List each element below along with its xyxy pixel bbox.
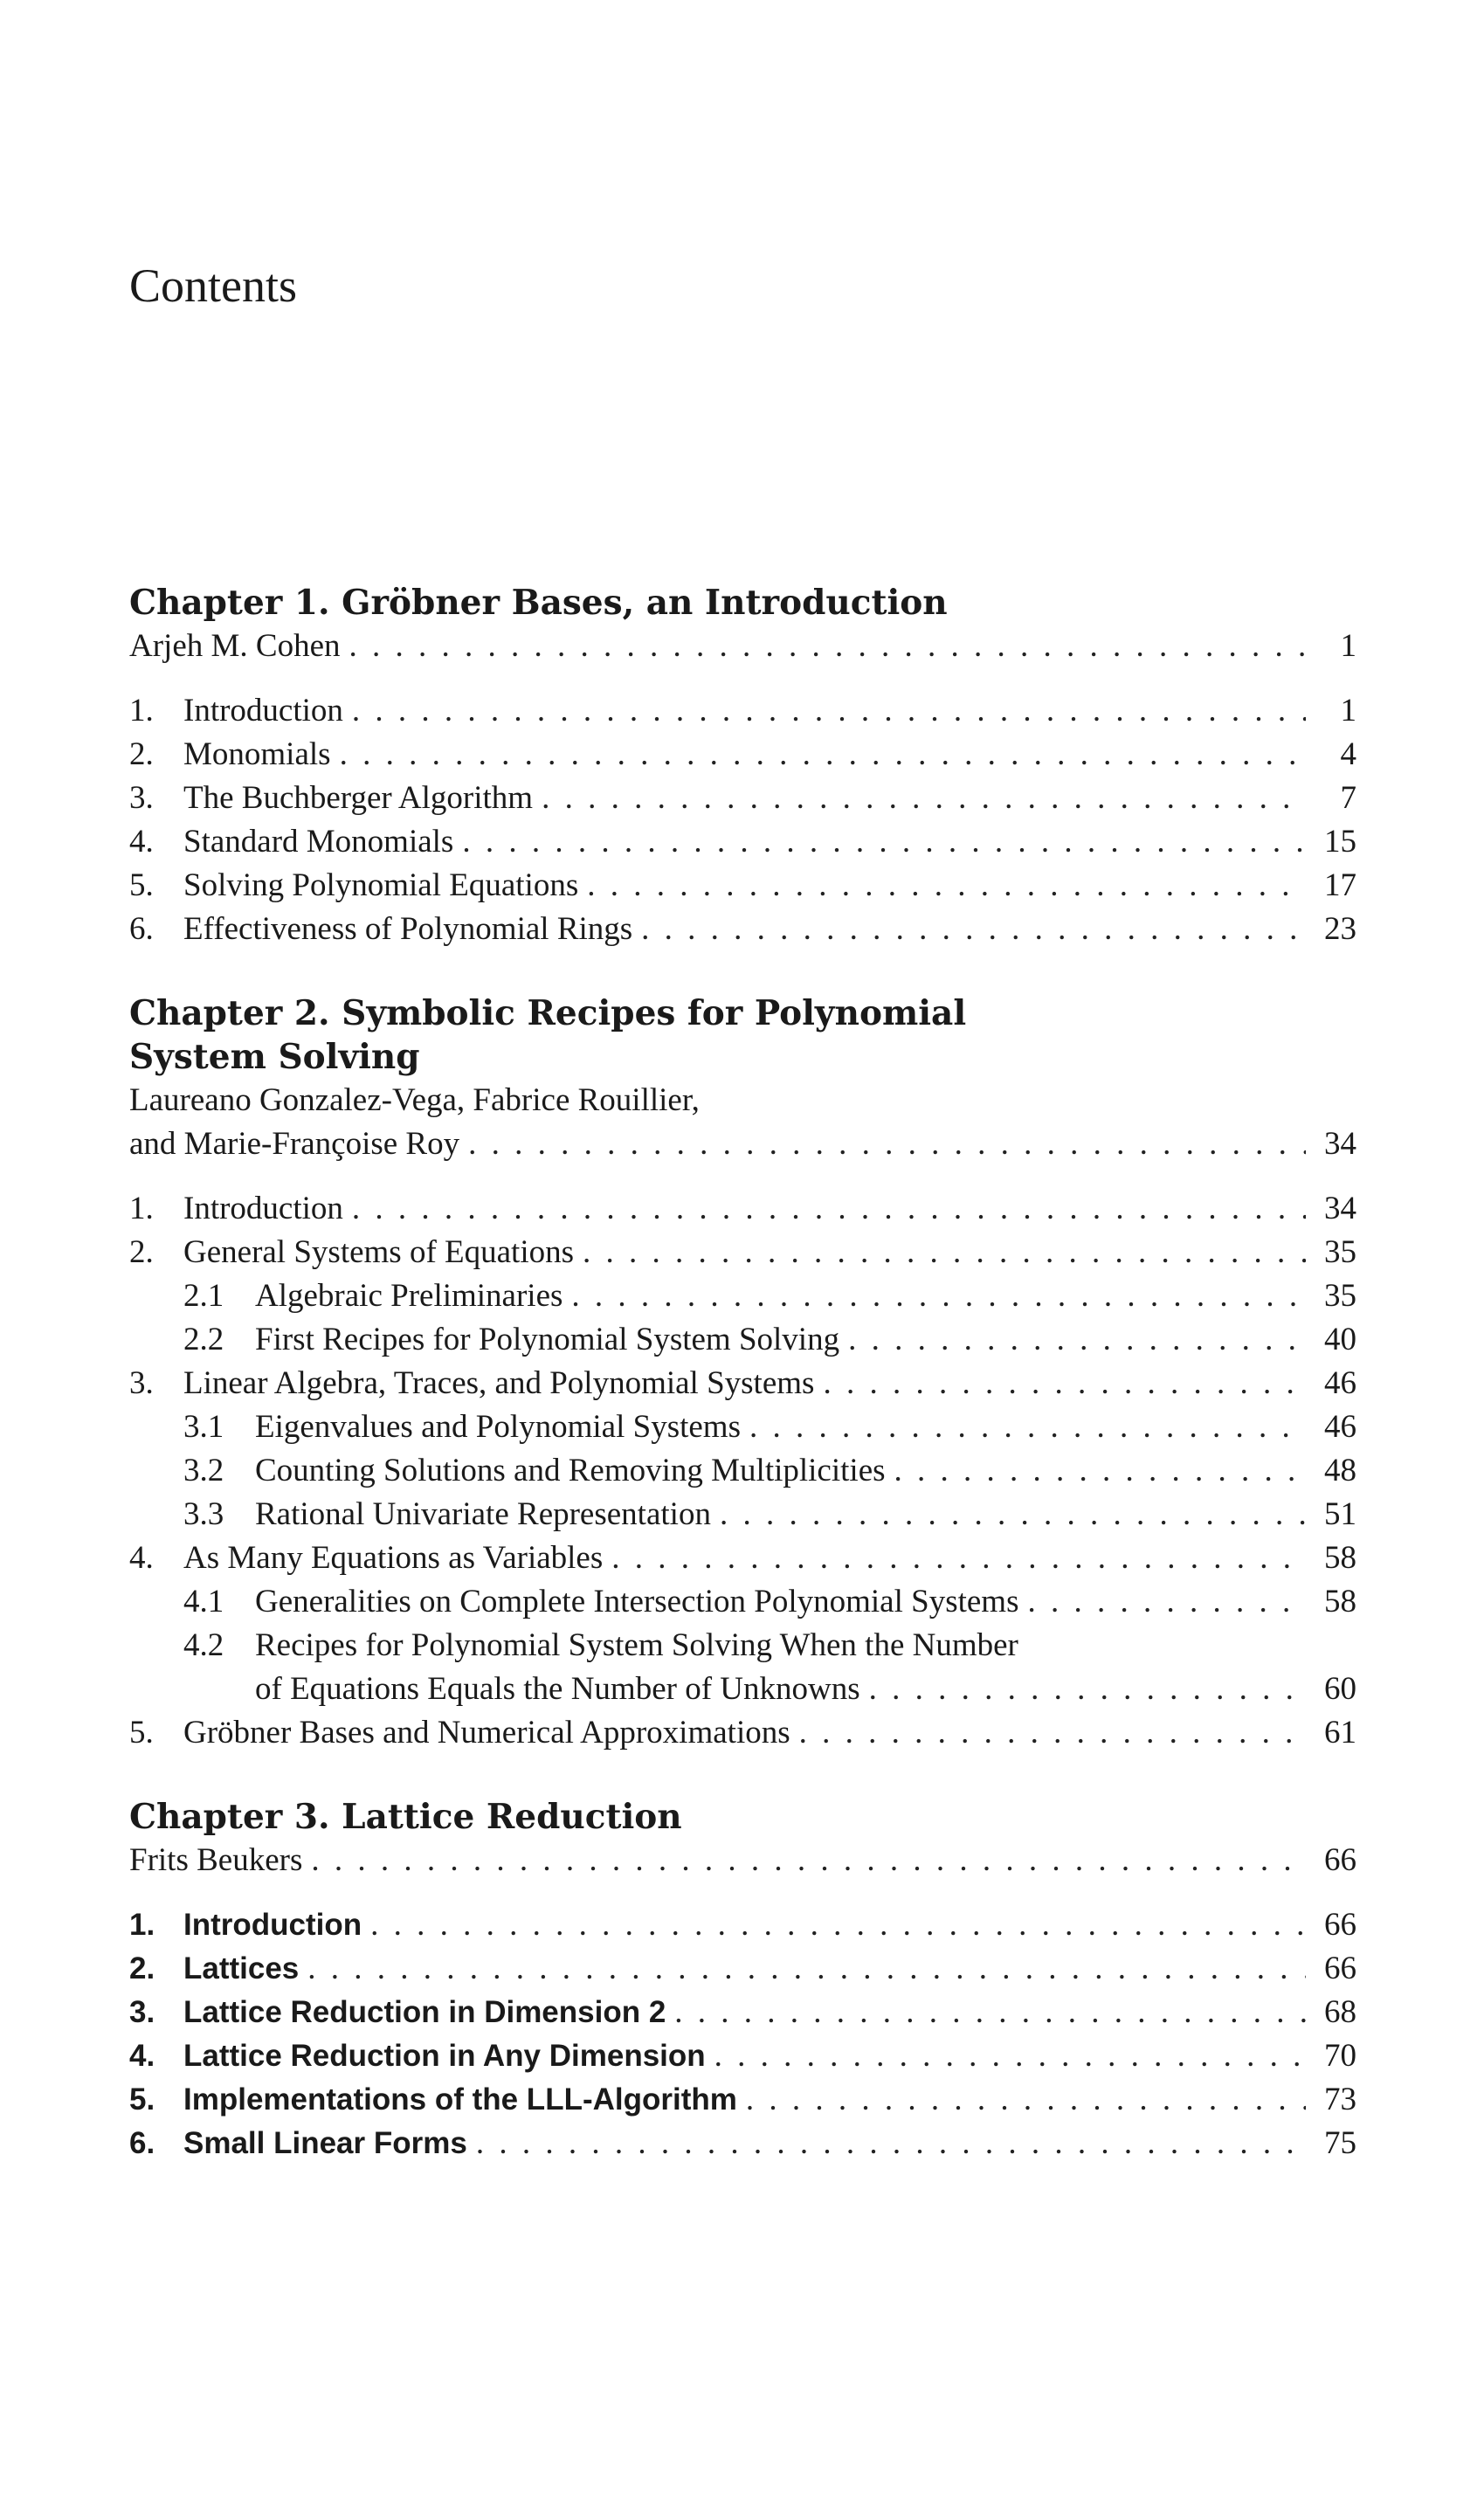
page-number: 66 — [1324, 1951, 1356, 1986]
leader-dots — [749, 1405, 1306, 1449]
toc-entry[interactable] — [129, 1537, 1356, 1580]
section-title: The Buchberger Algorithm — [183, 780, 534, 816]
page-number: 17 — [1324, 867, 1356, 903]
section-number: 6. — [129, 911, 154, 947]
section-title: Gröbner Bases and Numerical Approximations — [183, 1715, 790, 1751]
page-number: 35 — [1324, 1234, 1356, 1270]
toc-subentry[interactable] — [129, 1580, 1356, 1624]
leader-dots — [311, 1839, 1306, 1882]
leader-dots — [869, 1668, 1306, 1711]
page-number: 40 — [1324, 1322, 1356, 1357]
leader-dots — [1028, 1580, 1307, 1624]
toc-entry[interactable] — [129, 1231, 1356, 1274]
section-title: As Many Equations as Variables — [183, 1540, 604, 1576]
section-title: Recipes for Polynomial System Solving When the Number — [255, 1627, 1018, 1663]
chapter-author-entry[interactable] — [129, 625, 1356, 668]
section-number: 5. — [129, 2082, 155, 2117]
section-title: Generalities on Complete Intersection Polynomial Systems — [255, 1584, 1019, 1619]
section-title: Counting Solutions and Removing Multiplicities — [255, 1453, 886, 1488]
author-names: and Marie-Françoise Roy — [129, 1126, 460, 1162]
section-title: Linear Algebra, Traces, and Polynomial Systems — [183, 1365, 815, 1401]
chapter-title-continued: System Solving — [129, 1037, 420, 1077]
section-number: 5. — [129, 1715, 154, 1751]
section-number: 3. — [129, 1365, 154, 1401]
chapter-author-entry[interactable] — [129, 1122, 1356, 1166]
page-number: 23 — [1324, 911, 1356, 947]
leader-dots — [848, 1318, 1306, 1362]
section-title: Eigenvalues and Polynomial Systems — [255, 1409, 741, 1445]
section-title: Introduction — [183, 693, 343, 729]
chapter-author-entry[interactable] — [129, 1839, 1356, 1882]
toc-entry[interactable] — [129, 908, 1356, 951]
page-number: 35 — [1324, 1278, 1356, 1314]
section-number: 4. — [129, 2039, 155, 2073]
section-title: Algebraic Preliminaries — [255, 1278, 563, 1314]
chapter-1 — [129, 581, 1356, 951]
section-number: 1. — [129, 693, 154, 729]
section-title-continued: of Equations Equals the Number of Unknowns — [255, 1671, 860, 1707]
leader-dots — [823, 1362, 1306, 1405]
section-title: Effectiveness of Polynomial Rings — [183, 911, 633, 947]
toc-entry[interactable] — [129, 820, 1356, 864]
section-title: General Systems of Equations — [183, 1234, 574, 1270]
section-title: First Recipes for Polynomial System Solving — [255, 1322, 840, 1357]
leader-dots — [583, 1231, 1306, 1274]
author-names: Arjeh M. Cohen — [129, 628, 341, 664]
toc-entry[interactable] — [129, 1362, 1356, 1405]
leader-dots — [352, 1187, 1306, 1231]
page-number: 58 — [1324, 1540, 1356, 1576]
page-number: 34 — [1324, 1191, 1356, 1226]
leader-dots — [641, 908, 1306, 951]
toc-subentry[interactable] — [129, 1405, 1356, 1449]
leader-dots — [462, 820, 1306, 864]
section-title: Monomials — [183, 736, 331, 772]
section-title: Standard Monomials — [183, 824, 454, 860]
section-title: Rational Univariate Representation — [255, 1496, 711, 1532]
page-title: Contents — [129, 259, 298, 312]
chapter-title: Chapter 3. Lattice Reduction — [129, 1797, 682, 1837]
toc-entry[interactable] — [129, 2034, 1356, 2078]
page-number: 51 — [1324, 1496, 1356, 1532]
section-title: Lattice Reduction in Any Dimension — [183, 2039, 706, 2073]
page-number: 60 — [1324, 1671, 1356, 1707]
toc-entry[interactable] — [129, 1903, 1356, 1947]
leader-dots — [611, 1537, 1306, 1580]
leader-dots — [571, 1274, 1306, 1318]
section-number: 4.2 — [183, 1627, 224, 1663]
section-number: 2. — [129, 1234, 154, 1270]
section-title: Implementations of the LLL-Algorithm — [183, 2082, 737, 2117]
page-number: 66 — [1324, 1842, 1356, 1878]
section-number: 4.1 — [183, 1584, 224, 1619]
leader-dots — [340, 733, 1306, 777]
chapter-3 — [129, 1795, 1356, 2165]
page-number: 58 — [1324, 1584, 1356, 1619]
leader-dots — [542, 777, 1306, 820]
section-number: 3. — [129, 780, 154, 816]
toc-entry[interactable] — [129, 733, 1356, 777]
leader-dots — [720, 1493, 1306, 1537]
section-number: 3.2 — [183, 1453, 224, 1488]
page-number: 1 — [1340, 628, 1356, 664]
section-number: 4. — [129, 824, 154, 860]
leader-dots — [370, 1903, 1306, 1947]
page-number: 1 — [1340, 693, 1356, 729]
toc-subentry[interactable] — [129, 1449, 1356, 1493]
section-number: 2.2 — [183, 1322, 224, 1357]
section-number: 6. — [129, 2126, 155, 2160]
toc-entry[interactable] — [129, 1187, 1356, 1231]
toc-subentry-continued[interactable] — [129, 1668, 1356, 1711]
toc-entry[interactable] — [129, 2078, 1356, 2122]
page-number: 48 — [1324, 1453, 1356, 1488]
section-number: 3.1 — [183, 1409, 224, 1445]
page — [129, 0, 1356, 2493]
section-title: Small Linear Forms — [183, 2126, 467, 2160]
section-number: 5. — [129, 867, 154, 903]
leader-dots — [674, 1991, 1306, 2034]
leader-dots — [349, 625, 1307, 668]
page-number: 70 — [1324, 2038, 1356, 2074]
toc-entry[interactable] — [129, 1947, 1356, 1991]
section-title: Lattices — [183, 1951, 300, 1985]
page-number: 7 — [1340, 780, 1356, 816]
leader-dots — [352, 689, 1306, 733]
toc-subentry[interactable] — [129, 1318, 1356, 1362]
page-number: 34 — [1324, 1126, 1356, 1162]
section-number: 2.1 — [183, 1278, 224, 1314]
leader-dots — [307, 1947, 1306, 1991]
section-number: 1. — [129, 1908, 155, 1942]
toc-entry[interactable] — [129, 689, 1356, 733]
table-of-contents — [129, 581, 1356, 2206]
toc-entry[interactable] — [129, 2122, 1356, 2165]
toc-subentry[interactable] — [129, 1274, 1356, 1318]
toc-subentry[interactable] — [129, 1624, 1356, 1668]
leader-dots — [468, 1122, 1306, 1166]
section-number: 3.3 — [183, 1496, 224, 1532]
page-number: 61 — [1324, 1715, 1356, 1751]
toc-subentry[interactable] — [129, 1493, 1356, 1537]
page-number: 73 — [1324, 2082, 1356, 2117]
section-title: Lattice Reduction in Dimension 2 — [183, 1995, 666, 2029]
section-number: 1. — [129, 1191, 154, 1226]
page-number: 68 — [1324, 1994, 1356, 2030]
page-number: 66 — [1324, 1907, 1356, 1943]
page-number: 4 — [1340, 736, 1356, 772]
leader-dots — [799, 1711, 1306, 1755]
section-title: Solving Polynomial Equations — [183, 867, 579, 903]
chapter-2 — [129, 991, 1356, 1755]
section-title: Introduction — [183, 1908, 362, 1942]
leader-dots — [746, 2078, 1306, 2122]
page-number: 15 — [1324, 824, 1356, 860]
leader-dots — [714, 2034, 1306, 2078]
toc-entry[interactable] — [129, 777, 1356, 820]
leader-dots — [894, 1449, 1306, 1493]
page-number: 75 — [1324, 2125, 1356, 2161]
section-number: 2. — [129, 1951, 155, 1985]
section-number: 2. — [129, 736, 154, 772]
page-number: 46 — [1324, 1409, 1356, 1445]
toc-entry[interactable] — [129, 1991, 1356, 2034]
toc-entry[interactable] — [129, 864, 1356, 908]
leader-dots — [587, 864, 1306, 908]
toc-entry[interactable] — [129, 1711, 1356, 1755]
chapter-title: Chapter 1. Gröbner Bases, an Introduction — [129, 583, 948, 623]
section-number: 3. — [129, 1995, 155, 2029]
chapter-title: Chapter 2. Symbolic Recipes for Polynomial — [129, 993, 967, 1033]
section-number: 4. — [129, 1540, 154, 1576]
page-number: 46 — [1324, 1365, 1356, 1401]
author-names: Laureano Gonzalez-Vega, Fabrice Rouillier, — [129, 1082, 700, 1118]
author-names: Frits Beukers — [129, 1842, 303, 1878]
section-title: Introduction — [183, 1191, 343, 1226]
leader-dots — [476, 2122, 1306, 2165]
